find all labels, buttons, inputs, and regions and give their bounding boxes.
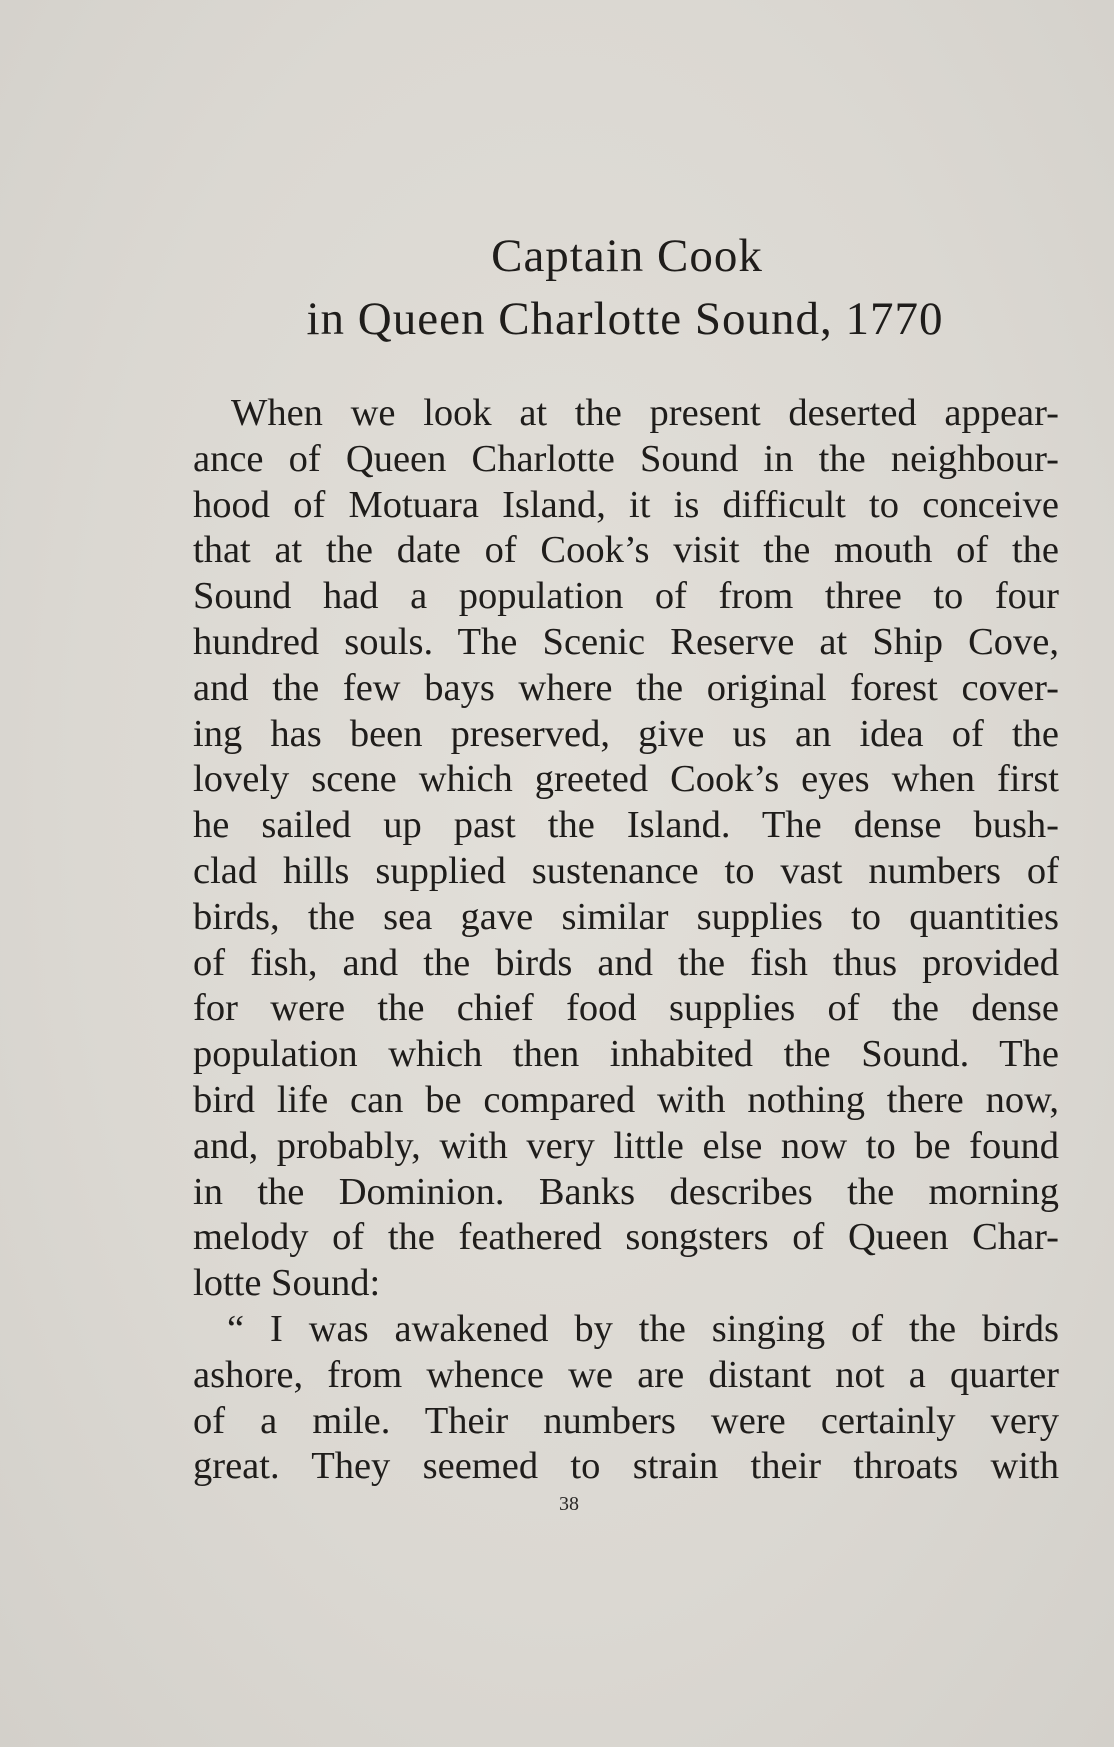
text-line: “ I was awakened by the singing of the birds (227, 1307, 1059, 1350)
text-line: he sailed up past the Island. The dense bush- (193, 804, 1059, 847)
text-line: lovely scene which greeted Cook’s eyes when first (193, 758, 1059, 801)
chapter-title-line-2: in Queen Charlotte Sound, 1770 (306, 293, 944, 345)
chapter-title-line-1: Captain Cook (491, 230, 763, 282)
text-line: birds, the sea gave similar supplies to quantities (193, 895, 1059, 938)
page-number: 38 (559, 1493, 579, 1515)
text-line: of a mile. Their numbers were certainly very (193, 1399, 1059, 1442)
text-line: population which then inhabited the Sound. The (193, 1033, 1059, 1076)
text-line: ashore, from whence we are distant not a quarter (193, 1353, 1059, 1396)
text-line: ing has been preserved, give us an idea of the (193, 712, 1059, 755)
text-line: that at the date of Cook’s visit the mouth of the (193, 529, 1059, 572)
text-line: great. They seemed to strain their throats with (193, 1445, 1059, 1488)
text-line: hundred souls. The Scenic Reserve at Ship Cove, (193, 620, 1059, 663)
text-line: and, probably, with very little else now to be found (193, 1124, 1059, 1167)
text-line: bird life can be compared with nothing there now, (193, 1078, 1059, 1121)
text-line: of fish, and the birds and the fish thus provided (193, 941, 1059, 984)
body-text (193, 391, 1059, 1490)
text-line: in the Dominion. Banks describes the morning (193, 1170, 1059, 1213)
text-line: clad hills supplied sustenance to vast numbers of (193, 849, 1059, 892)
text-line: ance of Queen Charlotte Sound in the neighbour- (193, 437, 1059, 480)
text-line: melody of the feathered songsters of Queen Char- (193, 1216, 1059, 1259)
text-line: lotte Sound: (193, 1262, 381, 1305)
text-line: and the few bays where the original forest cover- (193, 666, 1059, 709)
text-line: Sound had a population of from three to four (193, 575, 1059, 618)
text-line: hood of Motuara Island, it is difficult to conceive (193, 483, 1059, 526)
text-line: for were the chief food supplies of the dense (193, 987, 1059, 1030)
text-line: When we look at the present deserted appear- (231, 392, 1059, 434)
